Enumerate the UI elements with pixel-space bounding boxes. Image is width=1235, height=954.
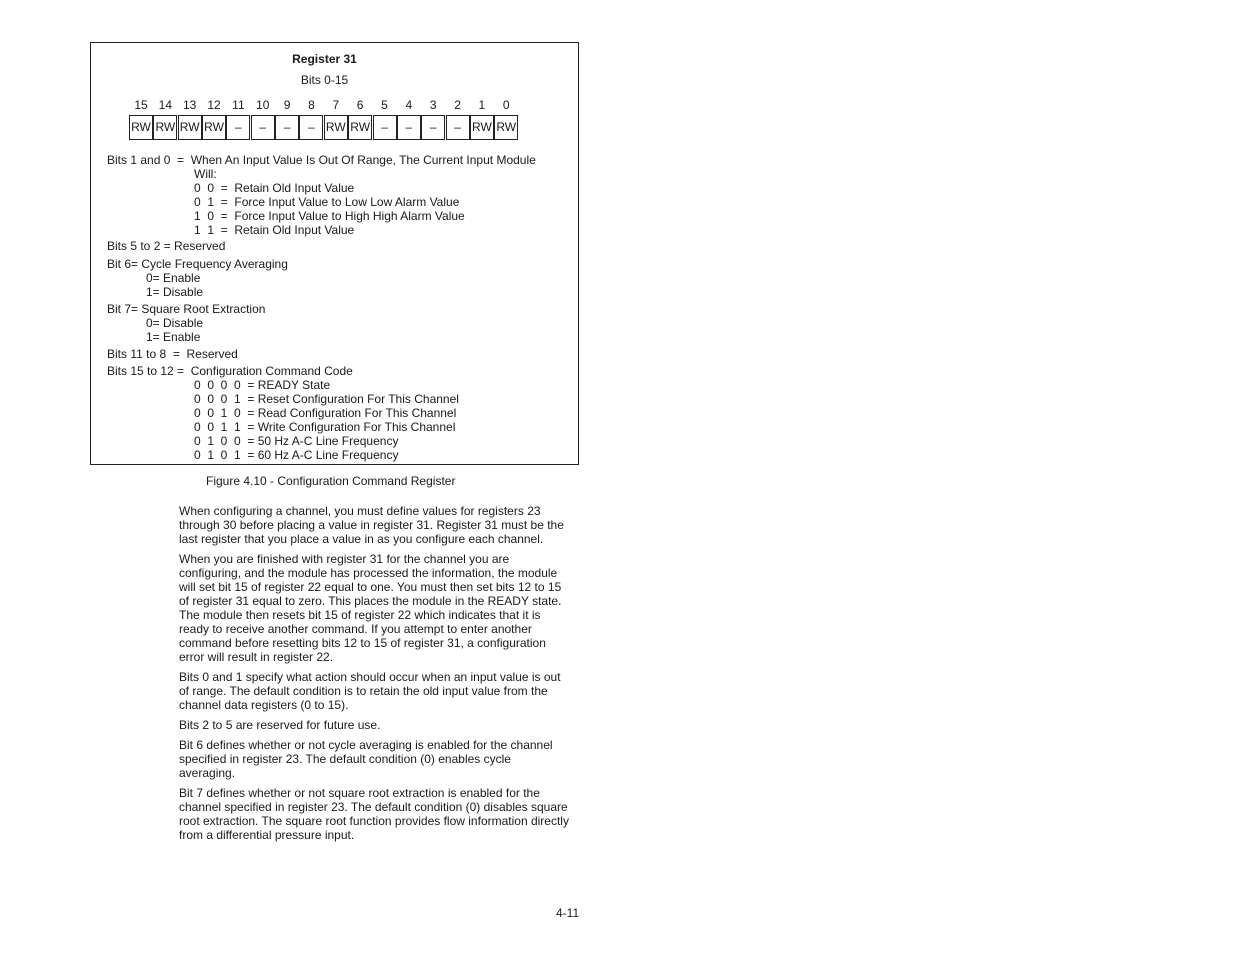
definition-line: 0 1 0 0 = 50 Hz A-C Line Frequency [194, 434, 399, 448]
register-subtitle: Bits 0-15 [300, 73, 349, 87]
bit-access-cell: – [251, 115, 275, 140]
bit-number-label: 15 [134, 98, 148, 112]
paragraph: Bits 2 to 5 are reserved for future use. [179, 718, 381, 732]
bit-number-label: 5 [381, 98, 388, 112]
definition-line: 1 0 = Force Input Value to High High Alarm Value [194, 209, 465, 223]
bit-access-cell: – [397, 115, 421, 140]
bit-number-label: 7 [332, 98, 340, 112]
bit-access-cell: – [226, 115, 250, 140]
bit-access-cell: RW [324, 115, 348, 140]
bit-access-cell: RW [348, 115, 372, 140]
bit-number-label: 13 [183, 98, 197, 112]
bit-access-cell: – [373, 115, 397, 140]
bit-number-label: 1 [478, 98, 486, 112]
definition-line: Bits 1 and 0 = When An Input Value Is Out Of Range, The Current Input Module [107, 153, 536, 167]
definition-line: Bit 6= Cycle Frequency Averaging [107, 257, 288, 271]
paragraph: Bit 7 defines whether or not square root extraction is enabled for the channel specified in register 23. The default condition (0) disables square root extraction. The square root function provides flow information directly from a differential pressure input. [179, 786, 569, 842]
bit-number-label: 4 [405, 98, 413, 112]
paragraph: When configuring a channel, you must define values for registers 23 through 30 before placing a value in register 31. Register 31 must be the last register that you place a value in as you configure each channel. [179, 504, 564, 546]
bit-access-cell: – [299, 115, 323, 140]
definition-line: 0 0 1 0 = Read Configuration For This Channel [194, 406, 457, 420]
bit-access-cell: RW [178, 115, 202, 140]
bit-number-label: 14 [158, 98, 173, 112]
definition-line: Bits 15 to 12 = Configuration Command Code [107, 364, 353, 378]
bit-number-label: 9 [283, 98, 291, 112]
bit-number-label: 0 [502, 98, 510, 112]
bit-access-cell: – [275, 115, 299, 140]
definition-line: Bits 11 to 8 = Reserved [107, 347, 238, 361]
register-title: Register 31 [292, 52, 357, 66]
bit-access-cell: RW [202, 115, 226, 140]
paragraph: Bits 0 and 1 specify what action should occur when an input value is out of range. The default condition is to retain the old input value from the channel data registers (0 to 15). [179, 670, 561, 712]
definition-line: Bits 5 to 2 = Reserved [107, 239, 226, 253]
definition-line: 0 0 0 0 = READY State [194, 378, 331, 392]
definition-line: 0 1 0 1 = 60 Hz A-C Line Frequency [194, 448, 399, 462]
bit-number-label: 3 [429, 98, 437, 112]
bit-access-cell: RW [470, 115, 494, 140]
definition-line: 0 0 = Retain Old Input Value [194, 181, 355, 195]
definition-line: 0 0 0 1 = Reset Configuration For This Channel [194, 392, 459, 406]
bit-access-cell: RW [129, 115, 153, 140]
definition-line: 0= Disable [146, 316, 204, 330]
paragraph: When you are finished with register 31 for the channel you are configuring, and the module has processed the information, the module will set bit 15 of register 22 equal to one. You must then set bits 12 to 15 of register 31 equal to zero. This places the module in the READY state. The module then resets bit 15 of register 22 which indicates that it is ready to receive another command. If you attempt to enter another command before resetting bits 12 to 15 of register 31, a configuration error will result in register 22. [179, 552, 562, 664]
definition-line: 0= Enable [146, 271, 201, 285]
paragraph: Bit 6 defines whether or not cycle averaging is enabled for the channel specified in register 23. The default condition (0) enables cycle averaging. [179, 738, 553, 780]
bit-access-cell: RW [153, 115, 177, 140]
definition-line: 1 1 = Retain Old Input Value [194, 223, 355, 237]
register-figure [90, 42, 579, 465]
definition-line: Will: [194, 167, 217, 181]
bit-number-label: 11 [232, 98, 245, 112]
bit-number-label: 8 [308, 98, 315, 112]
bit-number-label: 2 [454, 98, 461, 112]
bit-access-cell: – [446, 115, 470, 140]
definition-line: 1= Enable [146, 330, 201, 344]
bit-number-label: 12 [207, 98, 221, 112]
bit-number-label: 10 [256, 98, 270, 112]
definition-line: 1= Disable [146, 285, 204, 299]
figure-caption: Figure 4.10 - Configuration Command Register [206, 474, 456, 488]
bit-number-label: 6 [356, 98, 364, 112]
body-text [179, 504, 569, 848]
definition-line: 0 0 1 1 = Write Configuration For This Channel [194, 420, 456, 434]
definition-line: Bit 7= Square Root Extraction [107, 302, 266, 316]
definition-line: 0 1 = Force Input Value to Low Low Alarm Value [194, 195, 460, 209]
bit-access-cell: – [421, 115, 445, 140]
page-number: 4-11 [556, 906, 580, 920]
bit-access-cell: RW [494, 115, 518, 140]
